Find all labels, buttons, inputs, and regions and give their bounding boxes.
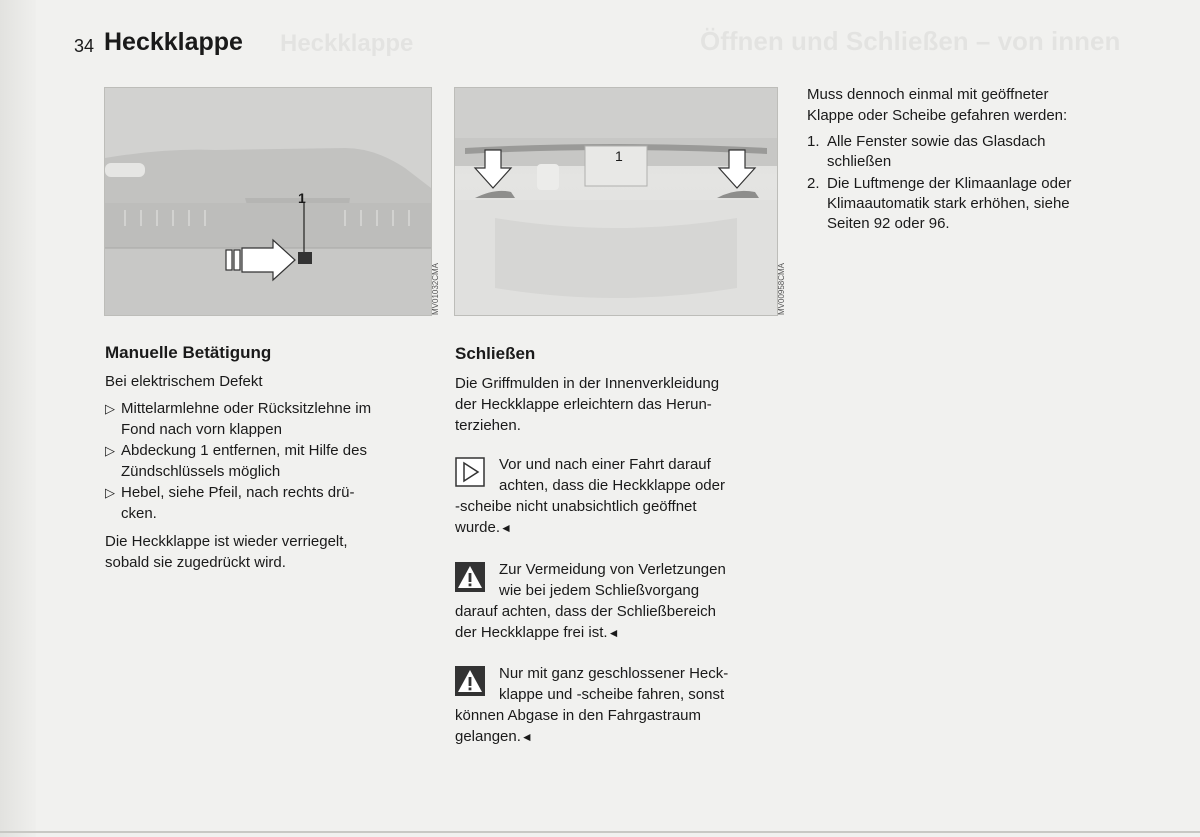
info-arrow-icon <box>455 457 485 487</box>
list-item: ▷ Hebel, siehe Pfeil, nach rechts drü- cken. <box>105 484 355 522</box>
triangle-bullet-icon: ▷ <box>105 443 115 458</box>
list-item: 2. Die Luftmenge der Klimaanlage oder Klimaautomatik stark erhöhen, siehe Seiten 92 oder 96. <box>807 175 1072 232</box>
figure-tailgate-cover-illustration <box>105 88 431 315</box>
section-heading-closing: Schließen <box>455 344 536 363</box>
list-item: ▷ Mittelarmlehne oder Rücksitzlehne im Fond nach vorn klappen <box>105 400 372 438</box>
triangle-bullet-icon: ▷ <box>105 401 115 416</box>
instruction-list <box>105 398 435 524</box>
end-marker: ◄ <box>520 730 533 744</box>
figure-code: MV00958CMA <box>777 262 786 315</box>
closing-paragraph: Die Griffmulden in der Innenverkleidung der Heckklappe erleichtern das Herun- terziehen. <box>455 375 720 434</box>
figure-tailgate-handles <box>454 87 786 316</box>
figure-tailgate-cover <box>104 87 440 316</box>
note-warning-exhaust: Nur mit ganz geschlossener Heck- klappe und -scheibe fahren, sonst können Abgase in den Fahrgastraum gelangen.◄ <box>455 665 729 745</box>
end-marker: ◄ <box>607 626 620 640</box>
figure-callout-1: 1 <box>615 148 623 164</box>
list-item: ▷ Abdeckung 1 entfernen, mit Hilfe des Zündschlüssels möglich <box>105 442 367 480</box>
figure-callout-1: 1 <box>298 190 306 206</box>
warning-icon <box>455 666 485 696</box>
page-number: 34 <box>74 36 95 56</box>
intro-text: Bei elektrischem Defekt <box>105 373 263 390</box>
page-title: Heckklappe <box>104 28 243 56</box>
numbered-list <box>807 132 1147 236</box>
page-left-edge <box>0 0 36 837</box>
end-marker: ◄ <box>500 521 512 535</box>
warning-icon <box>455 562 485 592</box>
note-warning-injury: Zur Vermeidung von Verletzungen wie bei jedem Schließvorgang darauf achten, dass der Schließbereich der Heckklappe frei ist.◄ <box>455 561 726 641</box>
triangle-bullet-icon: ▷ <box>105 485 115 500</box>
open-driving-intro: Muss dennoch einmal mit geöffneter Klappe oder Scheibe gefahren werden: <box>807 86 1068 124</box>
figure-tailgate-handles-illustration <box>455 88 777 315</box>
note-info: Vor und nach einer Fahrt darauf achten, dass die Heckklappe oder -scheibe nicht unabsichtlich geöffnet wurde.◄ <box>455 456 725 536</box>
section-heading-manual: Manuelle Betätigung <box>105 343 272 362</box>
closing-text: Die Heckklappe ist wieder verriegelt, sobald sie zugedrückt wird. <box>105 533 348 571</box>
page-bottom-edge <box>0 831 1200 833</box>
figure-code: MV01032CMA <box>431 262 440 315</box>
bleed-through-heading-2: Heckklappe <box>280 30 414 57</box>
bleed-through-heading: Öffnen und Schließen – von innen <box>700 26 1121 56</box>
list-item: 1. Alle Fenster sowie das Glasdach schließen <box>807 133 1046 170</box>
